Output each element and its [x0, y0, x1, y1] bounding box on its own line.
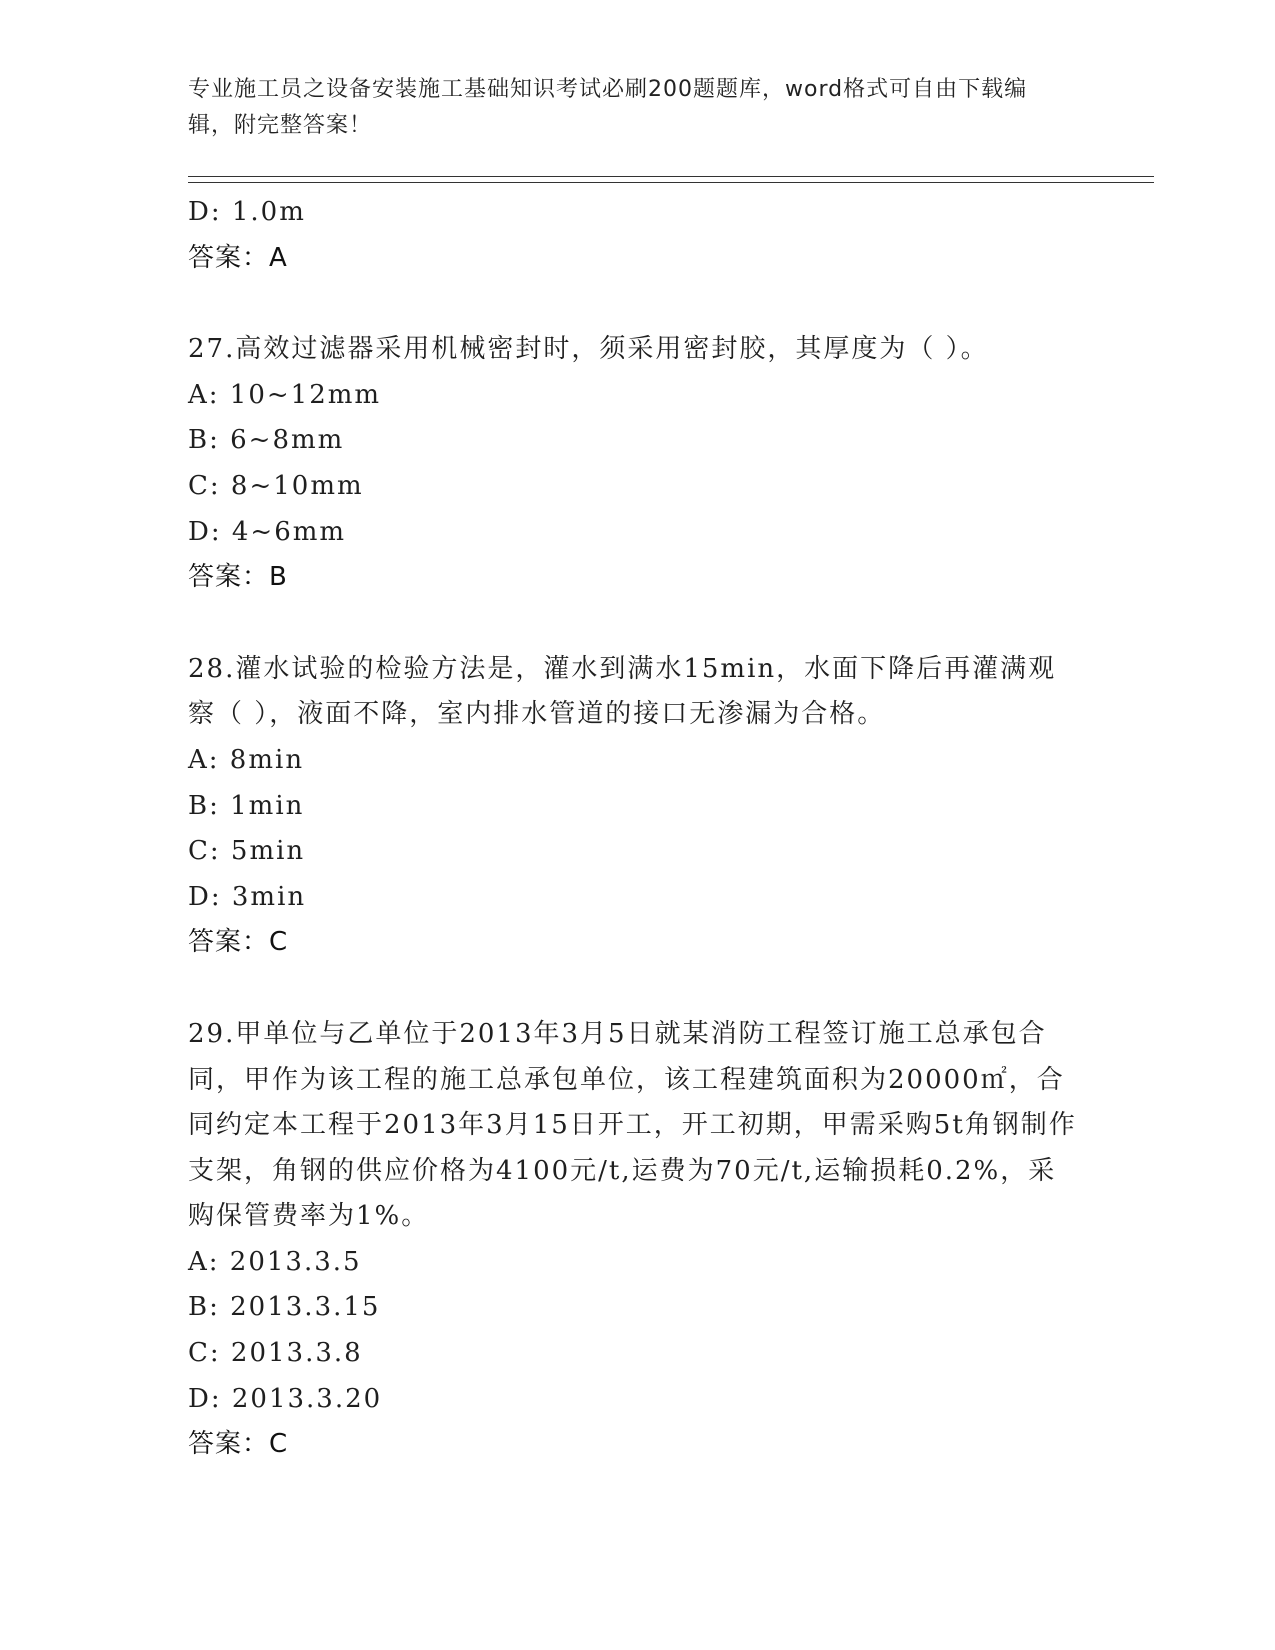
option-a: A: 2013.3.5	[188, 1246, 362, 1277]
question-stem: 27.高效过滤器采用机械密封时，须采用密封胶，其厚度为（ ）。	[188, 334, 989, 365]
question-block-28	[188, 647, 1078, 966]
answer: 答案：C	[188, 1429, 289, 1460]
spacer	[188, 281, 1078, 327]
option-a: A: 8min	[188, 744, 305, 775]
option-c: C: 8~10mm	[188, 470, 364, 501]
question-block-27	[188, 327, 1078, 601]
option-a: A: 10~12mm	[188, 379, 382, 410]
spacer	[188, 966, 1078, 1012]
option-c: C: 2013.3.8	[188, 1338, 363, 1369]
carryover-option-d: D: 1.0m	[188, 197, 306, 227]
question-stem: 28.灌水试验的检验方法是，灌水到满水15min，水面下降后再灌满观察（ ），液面不降，室内排水管道的接口无渗漏为合格。	[188, 653, 1057, 730]
carryover-answer: 答案：A	[188, 242, 288, 273]
option-b: B: 2013.3.15	[188, 1292, 381, 1323]
page-header: 专业施工员之设备安装施工基础知识考试必刷200题题库，word格式可自由下载编辑，附完整答案！	[188, 77, 1028, 138]
answer: 答案：C	[188, 927, 289, 958]
option-d: D: 3min	[188, 881, 307, 912]
option-b: B: 6~8mm	[188, 425, 345, 456]
question-stem: 29.甲单位与乙单位于2013年3月5日就某消防工程签订施工总承包合同，甲作为该工程的施工总承包单位，该工程建筑面积为20000㎡，合同约定本工程于2013年3月15日开工，开工初期，甲需采购5t角钢制作支架，角钢的供应价格为4100元/t,运费为70元/t,运输损耗0.2%，采购保管费率为1%。	[188, 1018, 1077, 1232]
question-content	[188, 190, 1078, 1468]
option-d: D: 4~6mm	[188, 516, 347, 547]
option-c: C: 5min	[188, 836, 306, 867]
question-block-29	[188, 1012, 1078, 1468]
header-divider-top	[188, 176, 1154, 177]
option-b: B: 1min	[188, 790, 305, 821]
option-d: D: 2013.3.20	[188, 1383, 383, 1414]
header-divider-bottom	[188, 182, 1154, 183]
answer: 答案：B	[188, 562, 288, 593]
spacer	[188, 601, 1078, 647]
